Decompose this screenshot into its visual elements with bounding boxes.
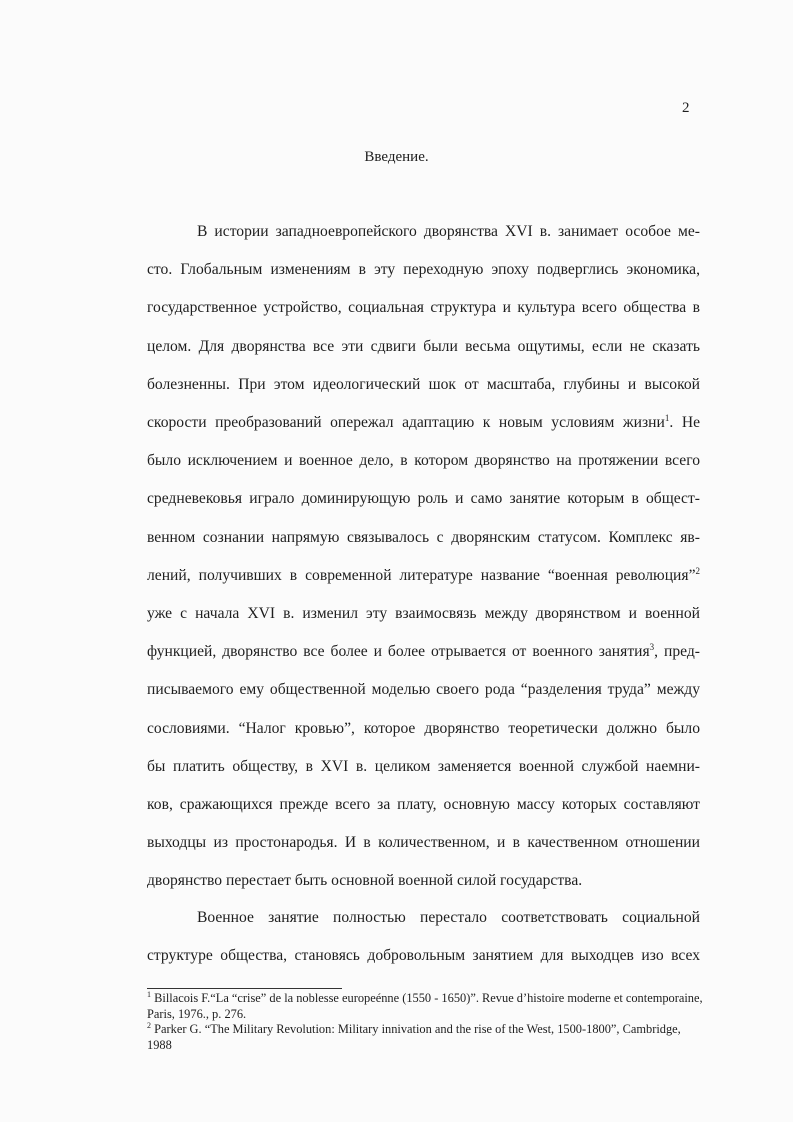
footnote-mark: 2 (695, 566, 700, 576)
text-line: бы платить обществу, в XVI в. целиком заменяется военной службой наемни- (147, 758, 700, 775)
text-line: сословиями. “Налог кровью”, которое дворянство теоретически должно было (147, 720, 700, 737)
section-heading: Введение. (364, 149, 429, 165)
text-line: структуре общества, становясь добровольным занятием для выходцев изо всех (147, 947, 700, 964)
text-line: государственное устройство, социальная структура и культура всего общества в (147, 299, 700, 316)
text-line: болезненны. При этом идеологический шок от масштаба, глубины и высокой (147, 376, 700, 393)
text-line: дворянство перестает быть основной военной силой государства. (147, 872, 583, 889)
text-line: целом. Для дворянства все эти сдвиги были весьма ощутимы, если не сказать (147, 338, 700, 355)
page-number: 2 (682, 100, 690, 116)
text-line: скорости преобразований опережал адаптацию к новым условиям жизни$^1$. Не (147, 413, 700, 431)
text-line: средневековья играло доминирующую роль и само занятие которым в общест- (147, 490, 700, 507)
footnote-mark: 1 (664, 413, 670, 423)
text-line: В истории западноевропейского дворянства XVI в. занимает особое ме- (197, 223, 700, 240)
text-line: венном сознании напрямую связывалось с дворянским статусом. Комплекс яв- (147, 529, 700, 546)
text-line: лений, получивших в современной литературе название “военная революция”$^2$ (147, 566, 700, 584)
text-line: ков, сражающихся прежде всего за плату, основную массу которых составляют (147, 796, 700, 813)
text-line: уже с начала XVI в. изменил эту взаимосвязь между дворянством и военной (147, 605, 700, 622)
footnote: $^1$ Billacois F.“La “crise” de la noblesse europeénne (1550 - 1650)”. Revue d’histoire moderne et contemporaine, Paris, 1976., p. 276. (147, 990, 703, 1021)
text-line: функцией, дворянство все более и более отрывается от военного занятия$^3$, пред- (147, 642, 700, 660)
text-line: сто. Глобальным изменениям в эту переходную эпоху подверглись экономика, (147, 261, 700, 278)
text-line: писываемого ему общественной моделью своего рода “разделения труда” между (147, 681, 700, 698)
text-line: выходцы из простонародья. И в количественном, и в качественном отношении (147, 834, 700, 851)
footnote-divider (147, 988, 342, 989)
footnote-mark: 3 (649, 642, 655, 652)
footnotes (147, 991, 707, 1054)
text-line: Военное занятие полностью перестало соответствовать социальной (197, 909, 700, 926)
text-line: было исключением и военное дело, в котором дворянство на протяжении всего (147, 452, 700, 469)
footnote: $^2$ Parker G. “The Military Revolution: Military innivation and the rise of the West, 1500-1800”, Cambridge, 1988 (147, 1021, 681, 1053)
